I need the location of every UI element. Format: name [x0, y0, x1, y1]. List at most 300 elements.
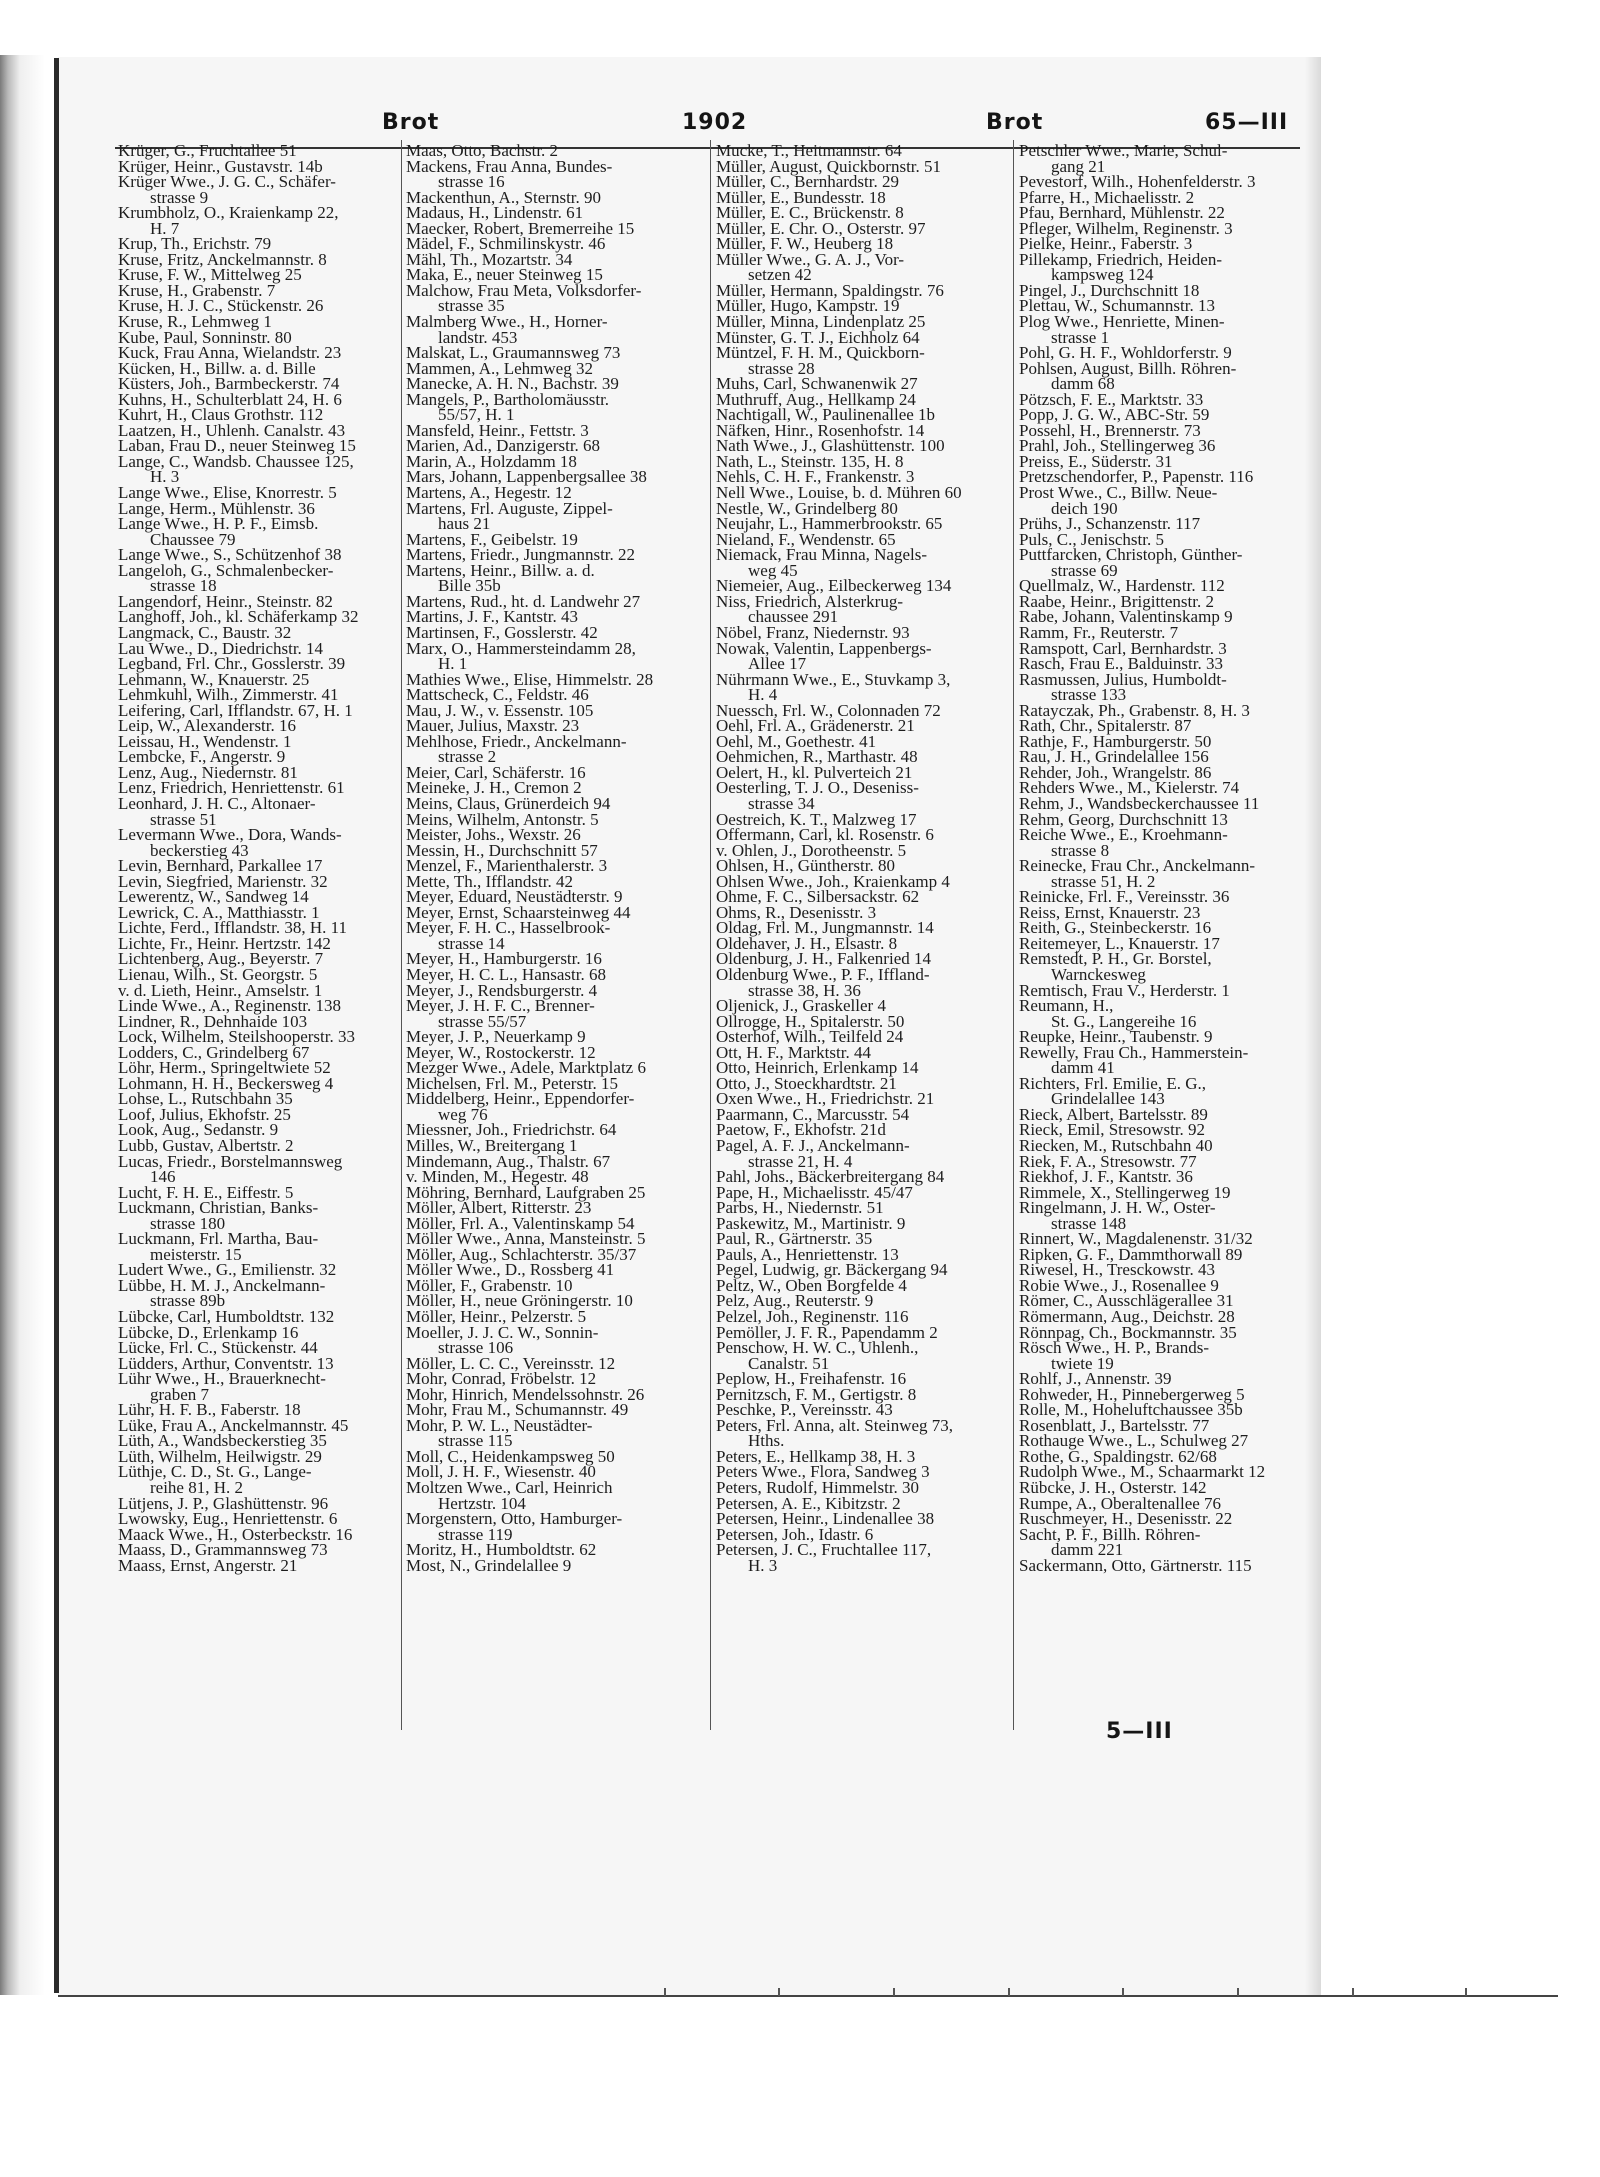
directory-entry: Lindner, R., Dehnhaide 103 [118, 1011, 308, 1031]
directory-entry: Plettau, W., Schumannstr. 13 [1019, 296, 1215, 316]
directory-entry: Müller, E., Bundesstr. 18 [716, 187, 886, 207]
column-1 [118, 143, 403, 1573]
directory-entry: Lange Wwe., S., Schützenhof 38 [118, 545, 342, 565]
column-divider [401, 140, 402, 1730]
directory-entry: Nestle, W., Grindelberg 80 [716, 498, 898, 518]
directory-entry: Malchow, Frau Meta, Volksdorfer- [406, 280, 642, 300]
directory-entry: Ohlsen, H., Güntherstr. 80 [716, 856, 895, 876]
directory-entry: Pauls, A., Henriettenstr. 13 [716, 1244, 899, 1264]
directory-entry: Müller, Minna, Lindenplatz 25 [716, 312, 926, 332]
directory-entry: Müller, C., Bernhardstr. 29 [716, 172, 899, 192]
directory-entry: Rohweder, H., Pinnebergerweg 5 [1019, 1384, 1245, 1404]
directory-entry: Ludert Wwe., G., Emilienstr. 32 [118, 1260, 337, 1280]
directory-entry: Möller, Frl. A., Valentinskamp 54 [406, 1213, 635, 1233]
directory-entry: Moritz, H., Humboldtstr. 62 [406, 1540, 597, 1560]
directory-entry: Lock, Wilhelm, Steilshooperstr. 33 [118, 1027, 355, 1047]
directory-entry: Petersen, Heinr., Lindenallee 38 [716, 1509, 935, 1529]
directory-entry: Linde Wwe., A., Reginenstr. 138 [118, 996, 342, 1016]
entry-continuation: kampsweg 124 [1051, 265, 1154, 285]
directory-entry: Middelberg, Heinr., Eppendorfer- [406, 1089, 635, 1109]
entry-continuation: weg 76 [438, 1104, 488, 1124]
directory-entry: Maass, Ernst, Angerstr. 21 [118, 1555, 298, 1575]
directory-entry: Lohse, L., Rutschbahn 35 [118, 1089, 293, 1109]
entry-continuation: St. G., Langereihe 16 [1051, 1011, 1197, 1031]
entry-continuation: strasse 119 [438, 1524, 513, 1544]
directory-entry: Münster, G. T. J., Eichholz 64 [716, 327, 920, 347]
entry-continuation: H. 4 [748, 685, 778, 705]
directory-entry: Lübcke, Carl, Humboldtstr. 132 [118, 1307, 335, 1327]
entry-continuation: damm 68 [1051, 374, 1115, 394]
entry-continuation: strasse 106 [438, 1338, 514, 1358]
directory-entry: Ringelmann, J. H. W., Oster- [1019, 1198, 1216, 1218]
column-4 [1019, 143, 1304, 1573]
entry-continuation: strasse 8 [1051, 840, 1110, 860]
directory-entry: Peschke, P., Vereinsstr. 43 [716, 1400, 893, 1420]
directory-entry: Laban, Frau D., neuer Steinweg 15 [118, 436, 356, 456]
entry-continuation: damm 41 [1051, 1058, 1115, 1078]
directory-entry: Ramm, Fr., Reuterstr. 7 [1019, 622, 1179, 642]
directory-entry: Ohme, F. C., Silbersackstr. 62 [716, 887, 920, 907]
directory-entry: Nehls, C. H. F., Frankenstr. 3 [716, 467, 915, 487]
directory-entry: Lüthje, C. D., St. G., Lange- [118, 1462, 312, 1482]
entry-continuation: Bille 35b [438, 576, 501, 596]
page-right-edge [1305, 57, 1321, 1995]
directory-entry: Lübbe, H. M. J., Anckelmann- [118, 1275, 326, 1295]
directory-entry: Mindemann, Aug., Thalstr. 67 [406, 1151, 611, 1171]
directory-entry: Rübcke, J. H., Osterstr. 142 [1019, 1478, 1207, 1498]
entry-continuation: H. 1 [438, 654, 468, 674]
directory-entry: Reinicke, Frl. F., Vereinsstr. 36 [1019, 887, 1230, 907]
directory-entry: Meyer, H. C. L., Hansastr. 68 [406, 964, 606, 984]
column-divider [1013, 140, 1014, 1730]
directory-entry: Rimmele, X., Stellingerweg 19 [1019, 1182, 1231, 1202]
directory-entry: Oehl, Frl. A., Grädenerstr. 21 [716, 716, 915, 736]
directory-entry: Oldag, Frl. M., Jungmannstr. 14 [716, 918, 934, 938]
directory-entry: Rinnert, W., Magdalenenstr. 31/32 [1019, 1229, 1253, 1249]
directory-entry: Reiss, Ernst, Knauerstr. 23 [1019, 902, 1201, 922]
directory-entry: Mansfeld, Heinr., Fettstr. 3 [406, 420, 589, 440]
directory-entry: Milles, W., Breitergang 1 [406, 1136, 578, 1155]
entry-continuation: strasse 18 [150, 576, 217, 596]
directory-entry: Puttfarcken, Christoph, Günther- [1019, 545, 1243, 565]
entry-continuation: strasse 38, H. 36 [748, 980, 861, 1000]
directory-entry: Möller, F., Grabenstr. 10 [406, 1275, 573, 1295]
directory-entry: Mohr, P. W. L., Neustädter- [406, 1415, 593, 1435]
directory-entry: Nachtigall, W., Paulinenallee 1b [716, 405, 936, 425]
directory-entry: Lichte, Ferd., Ifflandstr. 38, H. 11 [118, 918, 347, 938]
directory-entry: Plog Wwe., Henriette, Minen- [1019, 312, 1225, 332]
directory-entry: Mau, J. W., v. Essenstr. 105 [406, 700, 594, 720]
directory-entry: Peplow, H., Freihafenstr. 16 [716, 1369, 907, 1389]
directory-entry: Ohms, R., Desenisstr. 3 [716, 902, 877, 922]
directory-entry: Lühr Wwe., H., Brauerknecht- [118, 1369, 326, 1389]
left-section-title: Brot [382, 110, 440, 135]
directory-entry: Nath, L., Steinstr. 135, H. 8 [716, 451, 904, 471]
page-number: 65—III [1205, 110, 1289, 135]
right-section-title: Brot [986, 110, 1044, 135]
directory-entry: Mehlhose, Friedr., Anckelmann- [406, 731, 627, 751]
directory-entry: Marx, O., Hammersteindamm 28, [406, 638, 636, 658]
directory-entry: Leifering, Carl, Ifflandstr. 67, H. 1 [118, 700, 353, 720]
entry-continuation: strasse 89b [150, 1291, 226, 1311]
directory-entry: Müller, E. C., Brückenstr. 8 [716, 203, 904, 223]
directory-entry: Luckmann, Frl. Martha, Bau- [118, 1229, 319, 1249]
directory-entry: Oelert, H., kl. Pulverteich 21 [716, 762, 913, 782]
directory-entry: Rau, J. H., Grindelallee 156 [1019, 747, 1209, 767]
scan-tick [893, 1988, 895, 1996]
directory-entry: Moll, J. H. F., Wiesenstr. 40 [406, 1462, 596, 1482]
directory-entry: Paskewitz, M., Martinistr. 9 [716, 1213, 906, 1233]
directory-entry: Möller, Heinr., Pelzerstr. 5 [406, 1307, 587, 1327]
directory-entry: Kruse, H., Grabenstr. 7 [118, 280, 276, 300]
directory-entry: Pahl, Johs., Bäckerbreitergang 84 [716, 1167, 945, 1187]
entry-continuation: strasse 51, H. 2 [1051, 871, 1156, 891]
directory-entry: Most, N., Grindelallee 9 [406, 1555, 572, 1575]
directory-entry: Miessner, Joh., Friedrichstr. 64 [406, 1120, 617, 1140]
directory-entry: Müller, August, Quickbornstr. 51 [716, 156, 942, 176]
directory-entry: Manecke, A. H. N., Bachstr. 39 [406, 374, 619, 394]
scan-left-edge [0, 55, 58, 1995]
directory-entry: Otto, Heinrich, Erlenkamp 14 [716, 1058, 919, 1078]
directory-entry: Levin, Bernhard, Parkallee 17 [118, 856, 323, 876]
directory-entry: Nath Wwe., J., Glashüttenstr. 100 [716, 436, 945, 456]
scan-tick [664, 1988, 666, 1996]
entry-continuation: landstr. 453 [438, 327, 518, 347]
entry-continuation: haus 21 [438, 514, 491, 534]
directory-entry: Pohlsen, August, Billh. Röhren- [1019, 358, 1237, 378]
directory-entry: Reinecke, Frau Chr., Anckelmann- [1019, 856, 1256, 876]
directory-entry: Rath, Chr., Spitalerstr. 87 [1019, 716, 1192, 736]
directory-entry: Malmberg Wwe., H., Horner- [406, 312, 608, 332]
directory-entry: Krup, Th., Erichstr. 79 [118, 234, 272, 254]
directory-entry: Kube, Paul, Sonninstr. 80 [118, 327, 292, 347]
directory-entry: Martens, Rud., ht. d. Landwehr 27 [406, 591, 641, 611]
directory-entry: Rosenblatt, J., Bartelsstr. 77 [1019, 1415, 1210, 1435]
directory-entry: Sackermann, Otto, Gärtnerstr. 115 [1019, 1555, 1252, 1575]
directory-entry: Rieck, Emil, Stresowstr. 92 [1019, 1120, 1206, 1140]
directory-entry: Möller, Aug., Schlachterstr. 35/37 [406, 1244, 637, 1264]
directory-entry: Meins, Wilhelm, Antonstr. 5 [406, 809, 599, 829]
directory-entry: Mauer, Julius, Maxstr. 23 [406, 716, 580, 736]
directory-entry: Kücken, H., Billw. a. d. Bille [118, 358, 316, 378]
entry-continuation: damm 221 [1051, 1540, 1124, 1560]
directory-entry: Oesterling, T. J. O., Deseniss- [716, 778, 919, 798]
directory-entry: Michelsen, Frl. M., Peterstr. 15 [406, 1073, 619, 1093]
directory-entry: Offermann, Carl, kl. Rosenstr. 6 [716, 825, 934, 845]
directory-entry: Mähl, Th., Mozartstr. 34 [406, 249, 573, 269]
directory-entry: Parbs, H., Niedernstr. 51 [716, 1198, 884, 1218]
directory-entry: Näfken, Hinr., Rosenhofstr. 14 [716, 420, 925, 440]
directory-entry: Lucht, F. H. E., Eiffestr. 5 [118, 1182, 294, 1202]
directory-entry: Rathje, F., Hamburgerstr. 50 [1019, 731, 1212, 751]
entry-continuation: chaussee 291 [748, 607, 839, 627]
directory-entry: Pfarre, H., Michaelisstr. 2 [1019, 187, 1195, 207]
entry-continuation: reihe 81, H. 2 [150, 1478, 244, 1498]
scan-tick [1008, 1988, 1010, 1996]
directory-entry: Pretzschendorfer, P., Papenstr. 116 [1019, 467, 1254, 487]
directory-entry: Pötzsch, F. E., Marktstr. 33 [1019, 389, 1204, 409]
directory-entry: Kuhns, H., Schulterblatt 24, H. 6 [118, 389, 342, 409]
directory-entry: Oljenick, J., Graskeller 4 [716, 996, 886, 1016]
directory-entry: Meyer, Eduard, Neustädterstr. 9 [406, 887, 623, 907]
directory-entry: Pingel, J., Durchschnitt 18 [1019, 280, 1200, 300]
directory-entry: Maack Wwe., H., Osterbeckstr. 16 [118, 1524, 353, 1544]
entry-continuation: strasse 1 [1051, 327, 1110, 347]
directory-entry: Muthruff, Aug., Hellkamp 24 [716, 389, 916, 409]
directory-entry: Martins, J. F., Kantstr. 43 [406, 607, 578, 627]
directory-entry: Lodders, C., Grindelberg 67 [118, 1042, 310, 1062]
directory-entry: Martens, Heinr., Billw. a. d. [406, 560, 595, 580]
entry-continuation: Canalstr. 51 [748, 1353, 830, 1373]
directory-entry: Rehm, J., Wandsbeckerchaussee 11 [1019, 793, 1260, 813]
directory-entry: Meineke, J. H., Cremon 2 [406, 778, 582, 798]
entry-continuation: gang 21 [1051, 156, 1106, 176]
directory-entry: Mangels, P., Bartholomäusstr. [406, 389, 610, 409]
directory-entry: Sacht, P. F., Billh. Röhren- [1019, 1524, 1201, 1544]
directory-entry: Kruse, H. J. C., Stückenstr. 26 [118, 296, 324, 316]
directory-entry: Meyer, W., Rostockerstr. 12 [406, 1042, 596, 1062]
directory-entry: Ohlsen Wwe., Joh., Kraienkamp 4 [716, 871, 950, 891]
directory-entry: Peltz, W., Oben Borgfelde 4 [716, 1275, 907, 1295]
directory-entry: v. d. Lieth, Heinr., Amselstr. 1 [118, 980, 323, 1000]
entry-continuation: Grindelallee 143 [1051, 1089, 1165, 1109]
entry-continuation: strasse 133 [1051, 685, 1127, 705]
directory-entry: Rolle, M., Hoheluftchaussee 35b [1019, 1400, 1243, 1420]
directory-entry: Rumpe, A., Oberaltenallee 76 [1019, 1493, 1222, 1513]
directory-entry: Meier, Carl, Schäferstr. 16 [406, 762, 586, 782]
entry-continuation: strasse 16 [438, 172, 505, 192]
directory-entry: Rehder, Joh., Wrangelstr. 86 [1019, 762, 1212, 782]
entry-continuation: setzen 42 [748, 265, 812, 285]
year-heading: 1902 [682, 110, 748, 135]
page-header [0, 110, 1600, 144]
directory-entry: Penschow, H. W. C., Uhlenh., [716, 1338, 919, 1358]
directory-entry: Legband, Frl. Chr., Gosslerstr. 39 [118, 654, 346, 674]
scan-tick [1352, 1988, 1354, 1996]
directory-entry: Lübcke, D., Erlenkamp 16 [118, 1322, 299, 1342]
directory-entry: Römermann, Aug., Deichstr. 28 [1019, 1307, 1235, 1327]
directory-entry: Otto, J., Stoeckhardtstr. 21 [716, 1073, 897, 1093]
entry-continuation: meisterstr. 15 [150, 1244, 242, 1264]
entry-continuation: strasse 148 [1051, 1213, 1127, 1233]
directory-entry: Möller Wwe., D., Rossberg 41 [406, 1260, 615, 1280]
directory-entry: Neujahr, L., Hammerbrookstr. 65 [716, 514, 943, 534]
directory-entry: Lange Wwe., H. P. F., Eimsb. [118, 514, 319, 534]
directory-entry: Lubb, Gustav, Albertstr. 2 [118, 1136, 294, 1155]
scan-tick [1237, 1988, 1239, 1996]
directory-entry: Nuessch, Frl. W., Colonnaden 72 [716, 700, 941, 720]
directory-entry: Mackenthun, A., Sternstr. 90 [406, 187, 602, 207]
directory-entry: Lüth, Wilhelm, Heilwigstr. 29 [118, 1446, 322, 1466]
entry-continuation: Chaussee 79 [150, 529, 236, 549]
entry-continuation: Hths. [748, 1431, 785, 1451]
entry-continuation: deich 190 [1051, 498, 1118, 518]
entry-continuation: Warnckesweg [1051, 964, 1146, 984]
directory-entry: Mette, Th., Ifflandstr. 42 [406, 871, 573, 891]
directory-entry: Rehm, Georg, Durchschnitt 13 [1019, 809, 1228, 829]
entry-continuation: H. 3 [150, 467, 180, 487]
directory-entry: Meyer, Ernst, Schaarsteinweg 44 [406, 902, 631, 922]
directory-entry: Puls, C., Jenischstr. 5 [1019, 529, 1164, 549]
directory-entry: Rasch, Frau E., Balduinstr. 33 [1019, 654, 1223, 674]
entry-continuation: H. 3 [748, 1555, 778, 1575]
directory-entry: Moll, C., Heidenkampsweg 50 [406, 1446, 615, 1466]
directory-entry: Rabe, Johann, Valentinskamp 9 [1019, 607, 1233, 627]
entry-continuation: beckerstieg 43 [150, 840, 249, 860]
directory-entry: Mohr, Frau M., Schumannstr. 49 [406, 1400, 629, 1420]
directory-entry: Lenz, Aug., Niedernstr. 81 [118, 762, 298, 782]
directory-entry: Meyer, J., Rendsburgerstr. 4 [406, 980, 598, 1000]
directory-entry: Krüger, G., Fruchtallee 51 [118, 141, 297, 160]
directory-entry: Ripken, G. F., Dammthorwall 89 [1019, 1244, 1243, 1264]
directory-entry: Kruse, Fritz, Anckelmannstr. 8 [118, 249, 327, 269]
directory-entry: Meyer, F. H. C., Hasselbrook- [406, 918, 611, 938]
directory-entry: Leonhard, J. H. C., Altonaer- [118, 793, 316, 813]
directory-entry: Langendorf, Heinr., Steinstr. 82 [118, 591, 333, 611]
directory-entry: Raabe, Heinr., Brigittenstr. 2 [1019, 591, 1214, 611]
directory-entry: Mohr, Hinrich, Mendelssohnstr. 26 [406, 1384, 645, 1404]
directory-entry: Lühr, H. F. B., Faberstr. 18 [118, 1400, 301, 1420]
directory-entry: Ramspott, Carl, Bernhardstr. 3 [1019, 638, 1227, 658]
directory-entry: Lange Wwe., Elise, Knorrestr. 5 [118, 483, 337, 503]
directory-entry: Müller, Hermann, Spaldingstr. 76 [716, 280, 944, 300]
directory-entry: Meyer, J. H. F. C., Brenner- [406, 996, 595, 1016]
directory-entry: Pohl, G. H. F., Wohldorferstr. 9 [1019, 343, 1232, 363]
directory-entry: Ollrogge, H., Spitalerstr. 50 [716, 1011, 905, 1031]
directory-entry: Possehl, H., Brennerstr. 73 [1019, 420, 1201, 440]
directory-entry: Leip, W., Alexanderstr. 16 [118, 716, 297, 736]
directory-entry: Lange, Herm., Mühlenstr. 36 [118, 498, 315, 518]
directory-entry: Richters, Frl. Emilie, E. G., [1019, 1073, 1206, 1093]
directory-entry: Kruse, R., Lehmweg 1 [118, 312, 272, 332]
directory-entry: Rohlf, J., Annenstr. 39 [1019, 1369, 1172, 1389]
entry-continuation: strasse 21, H. 4 [748, 1151, 853, 1171]
directory-entry: Meister, Johs., Wexstr. 26 [406, 825, 581, 845]
directory-entry: Leissau, H., Wendenstr. 1 [118, 731, 292, 751]
directory-entry: Paarmann, C., Marcusstr. 54 [716, 1104, 910, 1124]
directory-entry: Müntzel, F. H. M., Quickborn- [716, 343, 925, 363]
directory-entry: Oehmichen, R., Marthastr. 48 [716, 747, 918, 767]
directory-entry: Rönnpag, Ch., Bockmannstr. 35 [1019, 1322, 1237, 1342]
column-2 [406, 143, 703, 1573]
directory-entry: Look, Aug., Sedanstr. 9 [118, 1120, 279, 1140]
directory-entry: Menzel, F., Marienthalerstr. 3 [406, 856, 608, 876]
directory-entry: Quellmalz, W., Hardenstr. 112 [1019, 576, 1225, 596]
directory-entry: Martens, F., Geibelstr. 19 [406, 529, 578, 549]
directory-entry: Petersen, J. C., Fruchtallee 117, [716, 1540, 932, 1560]
directory-entry: Lenz, Friedrich, Henriettenstr. 61 [118, 778, 345, 798]
directory-entry: Rewelly, Frau Ch., Hammerstein- [1019, 1042, 1249, 1062]
directory-entry: Niemeier, Aug., Eilbeckerweg 134 [716, 576, 952, 596]
directory-entry: Oldenburg, J. H., Falkenried 14 [716, 949, 931, 969]
directory-entry: Paetow, F., Ekhofstr. 21d [716, 1120, 886, 1140]
directory-entry: Madaus, H., Lindenstr. 61 [406, 203, 584, 223]
directory-entry: Lichtenberg, Aug., Beyerstr. 7 [118, 949, 324, 969]
directory-entry: Oxen Wwe., H., Friedrichstr. 21 [716, 1089, 935, 1109]
directory-entry: Mattscheck, C., Feldstr. 46 [406, 685, 589, 705]
directory-entry: v. Minden, M., Hegestr. 48 [406, 1167, 589, 1187]
directory-entry: Niemack, Frau Minna, Nagels- [716, 545, 928, 565]
directory-entry: Robie Wwe., J., Rosenallee 9 [1019, 1275, 1219, 1295]
directory-entry: Riwesel, H., Tresckowstr. 43 [1019, 1260, 1215, 1280]
signature-mark: 5—III [1106, 1719, 1173, 1744]
directory-entry: Osterhof, Wilh., Teilfeld 24 [716, 1027, 904, 1047]
directory-entry: Römer, C., Ausschlägerallee 31 [1019, 1291, 1234, 1311]
directory-entry: Lewrick, C. A., Matthiasstr. 1 [118, 902, 320, 922]
directory-entry: Lehmkuhl, Wilh., Zimmerstr. 41 [118, 685, 339, 705]
directory-entry: Mucke, T., Heitmannstr. 64 [716, 141, 902, 160]
directory-entry: Möller, Albert, Ritterstr. 23 [406, 1198, 592, 1218]
directory-entry: Peters, Rudolf, Himmelstr. 30 [716, 1478, 920, 1498]
directory-entry: Martinsen, F., Gosslerstr. 42 [406, 622, 598, 642]
directory-entry: Maas, Otto, Bachstr. 2 [406, 141, 559, 160]
directory-entry: Morgenstern, Otto, Hamburger- [406, 1509, 623, 1529]
scan-tick [1122, 1988, 1124, 1996]
directory-entry: Martens, Frl. Auguste, Zippel- [406, 498, 613, 518]
directory-entry: Nieland, F., Wendenstr. 65 [716, 529, 896, 549]
directory-entry: Remstedt, P. H., Gr. Borstel, [1019, 949, 1212, 969]
directory-entry: Küsters, Joh., Barmbeckerstr. 74 [118, 374, 340, 394]
entry-continuation: 146 [150, 1167, 176, 1187]
directory-entry: Pemöller, J. F. R., Papendamm 2 [716, 1322, 938, 1342]
directory-entry: Paul, R., Gärtnerstr. 35 [716, 1229, 873, 1249]
directory-entry: Lüdders, Arthur, Conventstr. 13 [118, 1353, 334, 1373]
directory-entry: Moeller, J. J. C. W., Sonnin- [406, 1322, 599, 1342]
directory-entry: Muhs, Carl, Schwanenwik 27 [716, 374, 918, 394]
directory-entry: Lütjens, J. P., Glashüttenstr. 96 [118, 1493, 329, 1513]
entry-continuation: Hertzstr. 104 [438, 1493, 526, 1513]
directory-entry: v. Ohlen, J., Dorotheenstr. 5 [716, 840, 907, 860]
directory-entry: Lange, C., Wandsb. Chaussee 125, [118, 451, 354, 471]
directory-entry: Pfleger, Wilhelm, Reginenstr. 3 [1019, 218, 1233, 238]
entry-continuation: graben 7 [150, 1384, 210, 1404]
directory-entry: Rehders Wwe., M., Kielerstr. 74 [1019, 778, 1240, 798]
directory-entry: Petschler Wwe., Marie, Schul- [1019, 141, 1228, 160]
directory-entry: Reitemeyer, L., Knauerstr. 17 [1019, 933, 1220, 953]
entry-continuation: strasse 35 [438, 296, 505, 316]
directory-entry: Prahl, Joh., Stellingerweg 36 [1019, 436, 1216, 456]
directory-entry: Mathies Wwe., Elise, Himmelstr. 28 [406, 669, 654, 689]
directory-entry: Lichte, Fr., Heinr. Hertzstr. 142 [118, 933, 331, 953]
directory-entry: Messin, H., Durchschnitt 57 [406, 840, 598, 860]
directory-entry: Rothauge Wwe., L., Schulweg 27 [1019, 1431, 1249, 1451]
directory-entry: Möller, H., neue Gröningerstr. 10 [406, 1291, 633, 1311]
directory-entry: Rasmussen, Julius, Humboldt- [1019, 669, 1227, 689]
directory-entry: Lücke, Frl. C., Stückenstr. 44 [118, 1338, 318, 1358]
directory-entry: Maecker, Robert, Bremerreihe 15 [406, 218, 635, 238]
directory-entry: Lucas, Friedr., Borstelmannsweg [118, 1151, 343, 1171]
entry-continuation: strasse 115 [438, 1431, 513, 1451]
directory-entry: Müller, E. Chr. O., Osterstr. 97 [716, 218, 926, 238]
directory-entry: Petersen, Joh., Idastr. 6 [716, 1524, 874, 1544]
directory-entry: Riek, F. A., Stresowstr. 77 [1019, 1151, 1197, 1171]
column-divider [710, 140, 711, 1730]
directory-entry: Martens, Friedr., Jungmannstr. 22 [406, 545, 636, 565]
directory-entry: Lüth, A., Wandsbeckerstieg 35 [118, 1431, 327, 1451]
directory-entry: Lembcke, F., Angerstr. 9 [118, 747, 286, 767]
entry-continuation: strasse 55/57 [438, 1011, 527, 1031]
directory-entry: Mohr, Conrad, Fröbelstr. 12 [406, 1369, 597, 1389]
directory-entry: Pfau, Bernhard, Mühlenstr. 22 [1019, 203, 1225, 223]
directory-entry: Ratayczak, Ph., Grabenstr. 8, H. 3 [1019, 700, 1250, 720]
directory-entry: Riecken, M., Rutschbahn 40 [1019, 1136, 1213, 1155]
directory-entry: Krüger Wwe., J. G. C., Schäfer- [118, 172, 336, 192]
directory-entry: Nührmann Wwe., E., Stuvkamp 3, [716, 669, 951, 689]
directory-entry: Maass, D., Grammannsweg 73 [118, 1540, 328, 1560]
directory-entry: Möller Wwe., Anna, Mansteinstr. 5 [406, 1229, 646, 1249]
directory-entry: Niss, Friedrich, Alsterkrug- [716, 591, 903, 611]
directory-entry: Laatzen, H., Uhlenh. Canalstr. 43 [118, 420, 346, 440]
